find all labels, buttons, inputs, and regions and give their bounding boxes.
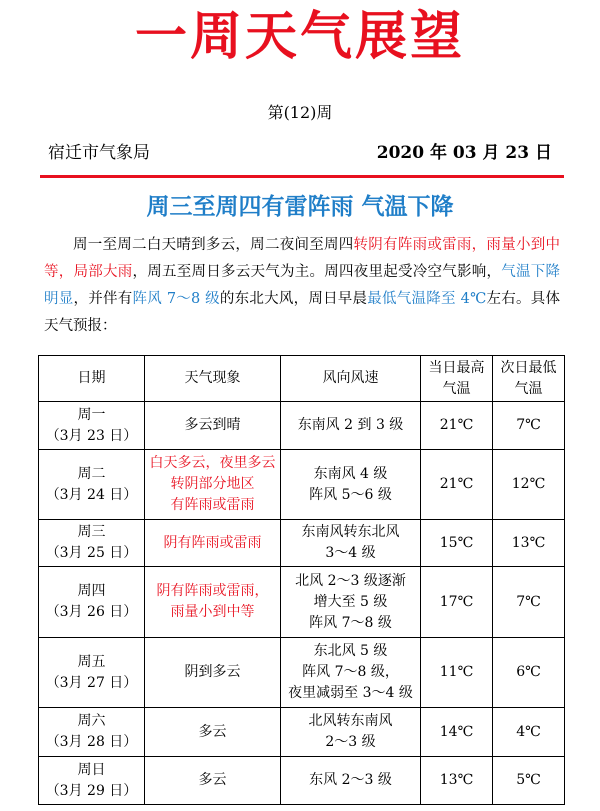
table-header-row xyxy=(39,356,565,402)
summary-segment: 周一至周二白天晴到多云，周二夜间至周四 xyxy=(73,237,354,253)
weather-cell: 阴到多云 xyxy=(145,638,281,708)
wind-cell: 东南风 2 到 3 级 xyxy=(281,402,421,450)
date-cell: 周二 （3月 24 日） xyxy=(39,450,145,520)
date-cell: 周六 （3月 28 日） xyxy=(39,708,145,757)
issue-date: 2020 年 03 月 23 日 xyxy=(376,143,552,163)
low-temp-cell: 7℃ xyxy=(493,402,565,450)
table-row xyxy=(39,567,565,638)
weather-cell: 多云 xyxy=(145,757,281,805)
summary-segment: 左右。具体天气预报： xyxy=(44,291,561,334)
high-temp-cell: 21℃ xyxy=(421,402,493,450)
column-header-low: 次日最低气温 xyxy=(493,356,565,402)
wind-cell: 东南风 4 级 阵风 5～6 级 xyxy=(281,450,421,520)
low-temp-cell: 7℃ xyxy=(493,567,565,638)
high-temp-cell: 13℃ xyxy=(421,757,493,805)
table-row xyxy=(39,638,565,708)
column-header-wind: 风向风速 xyxy=(281,356,421,402)
weather-cell: 白天多云，夜里多云 转阴部分地区 有阵雨或雷雨 xyxy=(145,450,281,520)
wind-cell: 东北风 5 级 阵风 7～8 级， 夜里减弱至 3～4 级 xyxy=(281,638,421,708)
summary-segment: 的东北大风，周日早晨 xyxy=(219,291,368,307)
wind-cell: 东南风转东北风 3～4 级 xyxy=(281,520,421,567)
wind-cell: 东风 2～3 级 xyxy=(281,757,421,805)
column-header-high: 当日最高气温 xyxy=(421,356,493,402)
summary-segment-highlight: 阵风 7～8 级 xyxy=(132,291,220,307)
high-temp-cell: 15℃ xyxy=(421,520,493,567)
header-divider xyxy=(40,175,564,178)
date-cell: 周日 （3月 29 日） xyxy=(39,757,145,805)
wind-cell: 北风 2～3 级逐渐 增大至 5 级 阵风 7～8 级 xyxy=(281,567,421,638)
table-row xyxy=(39,757,565,805)
low-temp-cell: 12℃ xyxy=(493,450,565,520)
page-title: 一周天气展望 xyxy=(134,7,465,67)
table-row xyxy=(39,402,565,450)
agency-name: 宿迁市气象局 xyxy=(48,143,150,163)
headline: 周三至周四有雷阵雨 气温下降 xyxy=(146,194,454,220)
summary-segment: ，并伴有 xyxy=(73,291,133,307)
low-temp-cell: 13℃ xyxy=(493,520,565,567)
column-header-weather: 天气现象 xyxy=(145,356,281,402)
weather-cell: 多云 xyxy=(145,708,281,757)
high-temp-cell: 14℃ xyxy=(421,708,493,757)
low-temp-cell: 5℃ xyxy=(493,757,565,805)
summary-paragraph xyxy=(44,232,560,340)
high-temp-cell: 21℃ xyxy=(421,450,493,520)
summary-segment: ，周五至周日多云天气为主。周四夜里起受冷空气影响， xyxy=(132,264,502,280)
summary-segment-highlight: 最低气温降至 4℃ xyxy=(367,291,487,307)
wind-cell: 北风转东南风 2～3 级 xyxy=(281,708,421,757)
column-header-date: 日期 xyxy=(39,356,145,402)
table-row xyxy=(39,520,565,567)
table-row xyxy=(39,450,565,520)
table-row xyxy=(39,708,565,757)
summary-segment-highlight: 转阴有阵雨或雷雨，雨量小到中等，局部大雨 xyxy=(44,237,560,280)
issue-number: 第(12)周 xyxy=(267,103,333,122)
high-temp-cell: 11℃ xyxy=(421,638,493,708)
low-temp-cell: 6℃ xyxy=(493,638,565,708)
date-cell: 周一 （3月 23 日） xyxy=(39,402,145,450)
date-cell: 周五 （3月 27 日） xyxy=(39,638,145,708)
low-temp-cell: 4℃ xyxy=(493,708,565,757)
forecast-table xyxy=(38,355,565,805)
weather-cell: 多云到晴 xyxy=(145,402,281,450)
weather-cell: 阴有阵雨或雷雨， 雨量小到中等 xyxy=(145,567,281,638)
date-cell: 周三 （3月 25 日） xyxy=(39,520,145,567)
high-temp-cell: 17℃ xyxy=(421,567,493,638)
date-cell: 周四 （3月 26 日） xyxy=(39,567,145,638)
summary-segment-highlight: 气温下降明显 xyxy=(44,264,560,307)
weather-cell: 阴有阵雨或雷雨 xyxy=(145,520,281,567)
